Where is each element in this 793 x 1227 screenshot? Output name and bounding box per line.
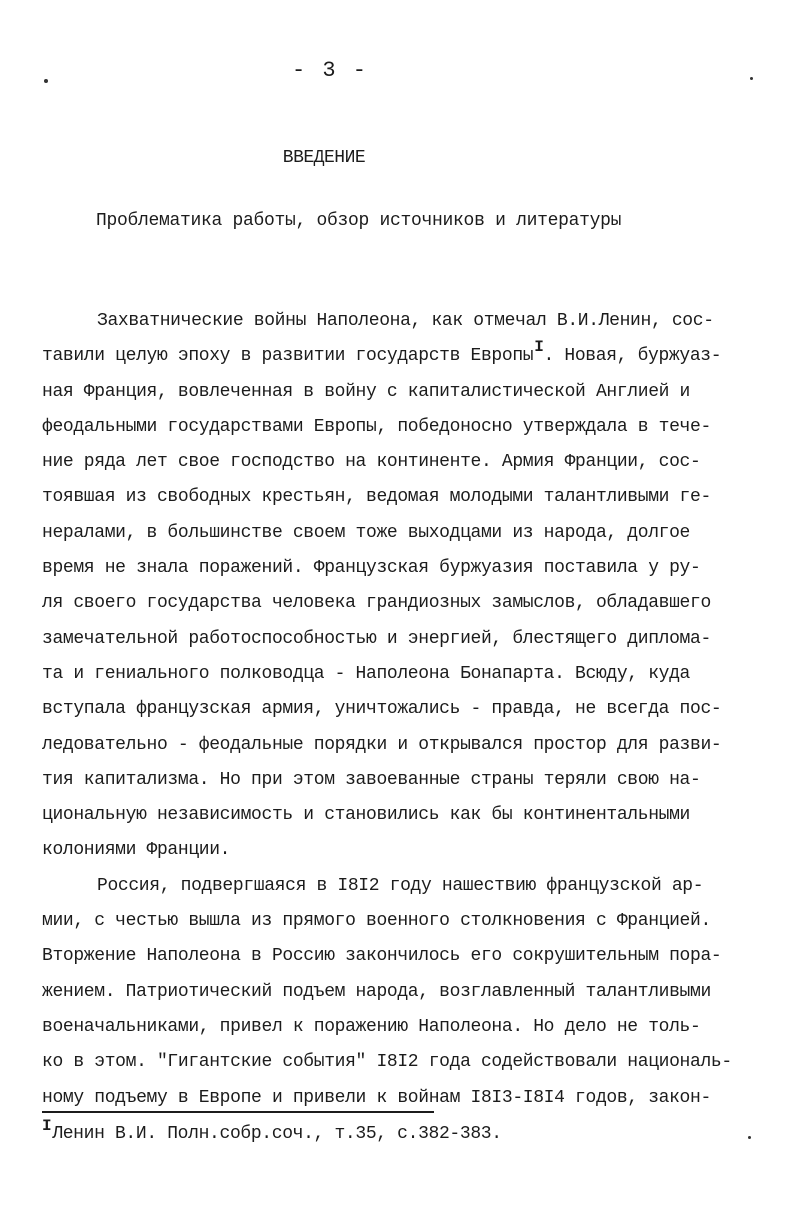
body-line-part: тавили целую эпоху в развитии государств Европы	[42, 346, 534, 367]
body-line: ледовательно - феодальные порядки и открывался простор для разви-	[42, 734, 722, 755]
section-heading: ВВЕДЕНИЕ	[282, 148, 366, 168]
body-line: вступала французская армия, уничтожались - правда, не всегда пос-	[42, 699, 722, 720]
body-line: ному подъему в Европе и привели к войнам I8I3-I8I4 годов, закон-	[42, 1087, 711, 1108]
body-line: Вторжение Наполеона в Россию закончилось его сокрушительным пора-	[42, 946, 722, 967]
body-line: ля своего государства человека грандиозных замыслов, обладавшего	[42, 593, 711, 614]
page-number: - 3 -	[291, 58, 368, 83]
body-line: ние ряда лет свое господство на континенте. Армия Франции, сос-	[42, 452, 701, 473]
footnote-reference: I	[534, 338, 544, 357]
body-line: замечательной работоспособностью и энергией, блестящего диплома-	[42, 628, 711, 649]
body-line: колониями Франции.	[42, 840, 231, 861]
body-line: военачальниками, привел к поражению Наполеона. Но дело не толь-	[42, 1016, 701, 1037]
page-speck-right	[750, 77, 753, 80]
body-line-part: . Новая, буржуаз-	[543, 346, 722, 367]
body-line: тоявшая из свободных крестьян, ведомая молодыми талантливыми ге-	[42, 487, 711, 508]
body-line: жением. Патриотический подъем народа, возглавленный талантливыми	[42, 981, 711, 1002]
footnote	[42, 1117, 502, 1144]
body-line: ко в этом. "Гигантские события" I8I2 года содействовали националь-	[42, 1052, 732, 1073]
body-text	[42, 304, 762, 1116]
body-line: Захватнические войны Наполеона, как отмечал В.И.Ленин, сос-	[97, 311, 714, 331]
footnote-marker: I	[42, 1117, 52, 1135]
body-line: мии, с честью вышла из прямого военного столкновения с Францией.	[42, 911, 711, 932]
footnote-text: Ленин В.И. Полн.собр.соч., т.35, с.382-383.	[52, 1124, 502, 1144]
body-line: Россия, подвергшаяся в I8I2 году нашествию французской ар-	[97, 875, 704, 896]
body-line: тия капитализма. Но при этом завоеванные страны теряли свою на-	[42, 769, 701, 790]
footnote-divider	[42, 1111, 434, 1113]
body-line: феодальными государствами Европы, победоносно утверждала в тече-	[42, 416, 711, 437]
body-line: циональную независимость и становились как бы континентальными	[42, 805, 691, 826]
body-line: время не знала поражений. Французская буржуазия поставила у ру-	[42, 558, 701, 579]
body-line: та и гениального полководца - Наполеона Бонапарта. Всюду, куда	[42, 663, 691, 684]
body-line-with-footnote-ref	[42, 339, 762, 374]
page-speck-footer	[748, 1136, 751, 1139]
body-line: нералами, в большинстве своем тоже выходцами из народа, долгое	[42, 522, 691, 543]
body-line: ная Франция, вовлеченная в войну с капиталистической Англией и	[42, 381, 691, 402]
section-subheading: Проблематика работы, обзор источников и литературы	[96, 211, 622, 231]
